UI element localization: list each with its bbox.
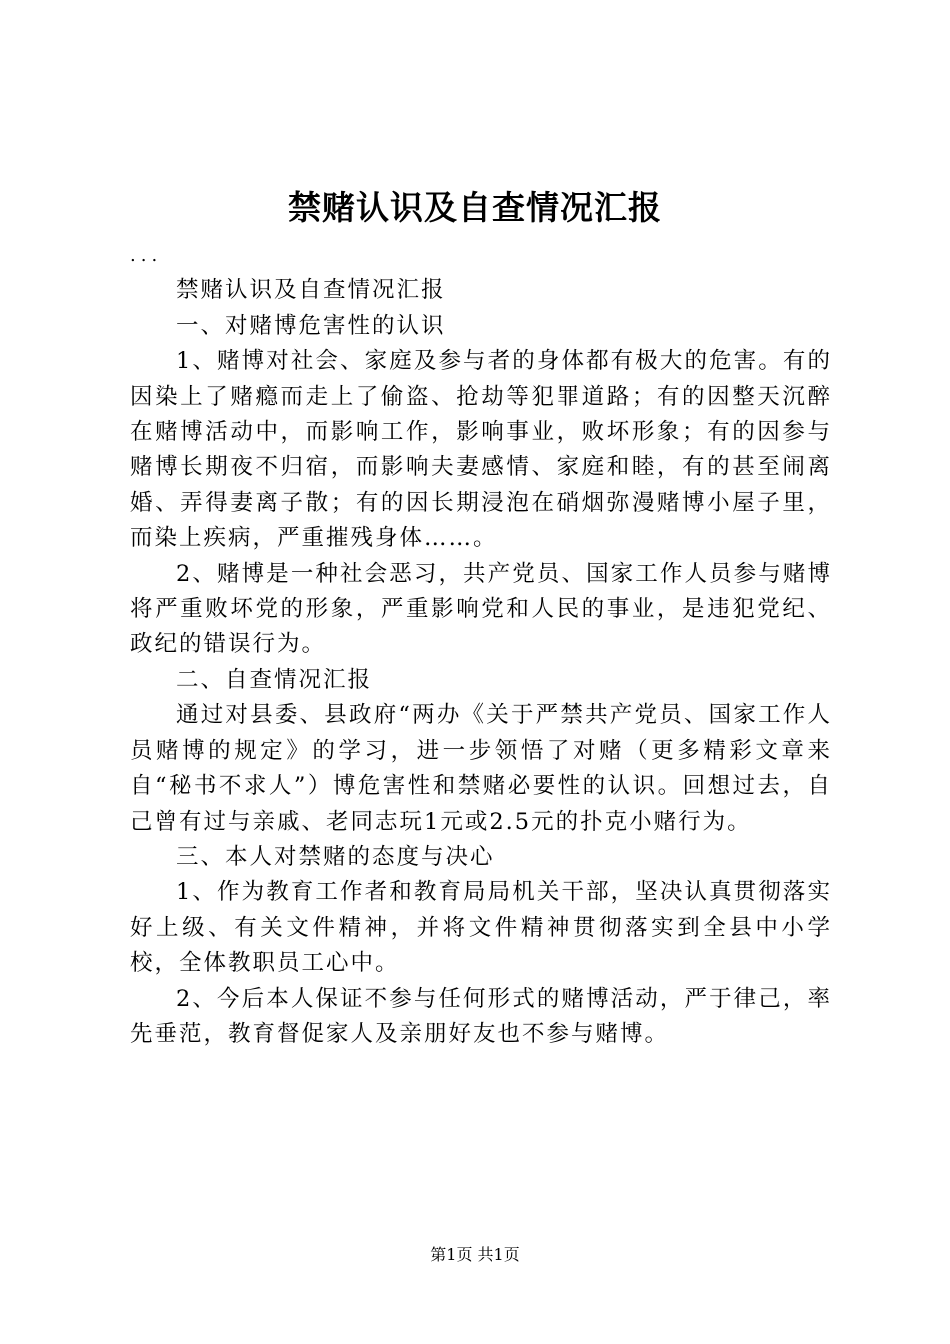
ellipsis-marker: ... [130, 245, 163, 266]
paragraph-1-2: 2、赌博是一种社会恶习，共产党员、国家工作人员参与赌博将严重败坏党的形象，严重影响党和人民的事业，是违犯党纪、政纪的错误行为。 [130, 560, 832, 658]
page-number-footer: 第1页 共1页 [430, 1245, 520, 1264]
paragraph-1-1: 1、赌博对社会、家庭及参与者的身体都有极大的危害。有的因染上了赌瘾而走上了偷盗、抢劫等犯罪道路；有的因整天沉醉在赌博活动中，而影响工作，影响事业，败坏形象；有的因参与赌博长期夜不归宿，而影响夫妻感情、家庭和睦，有的甚至闹离婚、弄得妻离子散；有的因长期浸泡在硝烟弥漫赌博小屋子里，而染上疾病，严重摧残身体……。 [130, 348, 832, 552]
document-subtitle: 禁赌认识及自查情况汇报 [176, 277, 446, 304]
section-heading-3: 三、本人对禁赌的态度与决心 [176, 843, 495, 870]
paragraph-2-1: 通过对县委、县政府“两办《关于严禁共产党员、国家工作人员赌博的规定》的学习，进一步领悟了对赌（更多精彩文章来自“秘书不求人”）博危害性和禁赌必要性的认识。回想过去，自己曾有过与亲戚、老同志玩1元或2.5元的扑克小赌行为。 [130, 702, 832, 835]
paragraph-3-1: 1、作为教育工作者和教育局局机关干部，坚决认真贯彻落实好上级、有关文件精神，并将文件精神贯彻落实到全县中小学校，全体教职员工心中。 [130, 879, 832, 977]
page-title: 禁赌认识及自查情况汇报 [288, 188, 662, 227]
paragraph-3-2: 2、今后本人保证不参与任何形式的赌博活动，严于律己，率先垂范，教育督促家人及亲朋好友也不参与赌博。 [130, 985, 832, 1047]
section-heading-2: 二、自查情况汇报 [176, 666, 373, 693]
section-heading-1: 一、对赌博危害性的认识 [176, 312, 446, 339]
document-body [130, 238, 832, 1052]
